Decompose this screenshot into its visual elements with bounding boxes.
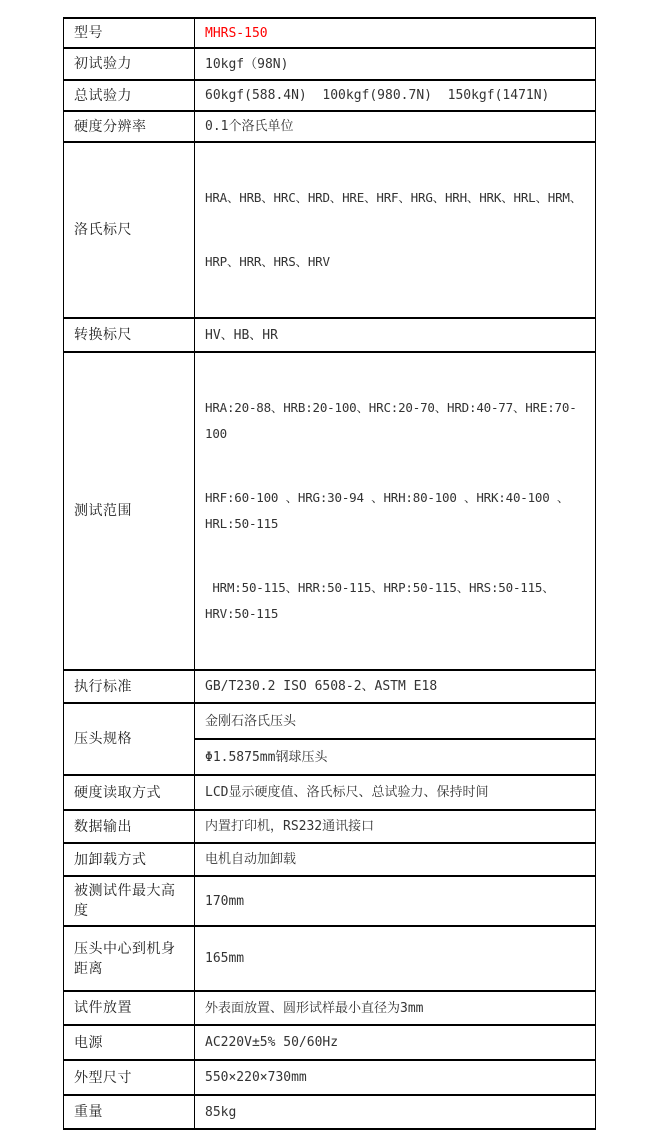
table-row-data-output — [64, 810, 596, 843]
conversion-scales-label: 转换标尺 — [64, 318, 195, 352]
specimen-placement-label: 试件放置 — [64, 991, 195, 1025]
conversion-scales-value: HV、HB、HR — [195, 318, 596, 352]
rockwell-scales-label: 洛氏标尺 — [64, 142, 195, 318]
standards-value: GB/T230.2 ISO 6508-2、ASTM E18 — [195, 670, 596, 703]
indenter-spec-label: 压头规格 — [64, 703, 195, 775]
dimensions-label: 外型尺寸 — [64, 1060, 195, 1095]
table-row-loading-method — [64, 843, 596, 876]
table-row-max-specimen-height — [64, 876, 596, 926]
model-label: 型号 — [64, 18, 195, 48]
specimen-placement-value: 外表面放置、圆形试样最小直径为3mm — [195, 991, 596, 1025]
indenter-spec-diamond-value: 金刚石洛氏压头 — [195, 703, 596, 739]
table-row-initial-test-force — [64, 48, 596, 80]
table-row-standards — [64, 670, 596, 703]
data-output-value: 内置打印机，RS232通讯接口 — [195, 810, 596, 843]
total-test-force-value: 60kgf(588.4N) 100kgf(980.7N) 150kgf(1471N) — [195, 80, 596, 111]
table-row-indenter-center-distance — [64, 926, 596, 991]
hardness-reading-label: 硬度读取方式 — [64, 775, 195, 810]
model-value: MHRS-150 — [195, 18, 596, 48]
table-row-indenter-spec-1 — [64, 703, 596, 739]
indenter-center-distance-label: 压头中心到机身距离 — [64, 926, 195, 991]
table-row-model — [64, 18, 596, 48]
table-row-conversion-scales — [64, 318, 596, 352]
table-row-hardness-resolution — [64, 111, 596, 142]
power-supply-value: AC220V±5% 50/60Hz — [195, 1025, 596, 1060]
test-range-line-1: HRA:20-88、HRB:20-100、HRC:20-70、HRD:40-77、HRE:70-100 — [205, 400, 577, 441]
table-row-rockwell-scales — [64, 142, 596, 318]
test-range-value — [195, 352, 596, 670]
rockwell-scales-line-1: HRA、HRB、HRC、HRD、HRE、HRF、HRG、HRH、HRK、HRL、HRM、 — [205, 190, 583, 205]
max-specimen-height-label: 被测试件最大高度 — [64, 876, 195, 926]
hardness-resolution-label: 硬度分辨率 — [64, 111, 195, 142]
table-row-test-range — [64, 352, 596, 670]
total-test-force-label: 总试验力 — [64, 80, 195, 111]
test-range-line-2: HRF:60-100 、HRG:30-94 、HRH:80-100 、HRK:40-100 、HRL:50-115 — [205, 490, 570, 531]
spec-table — [63, 17, 596, 1130]
power-supply-label: 电源 — [64, 1025, 195, 1060]
standards-label: 执行标准 — [64, 670, 195, 703]
rockwell-scales-value — [195, 142, 596, 318]
initial-test-force-value: 10kgf（98N) — [195, 48, 596, 80]
table-row-dimensions — [64, 1060, 596, 1095]
indenter-center-distance-value: 165mm — [195, 926, 596, 991]
table-row-specimen-placement — [64, 991, 596, 1025]
loading-method-label: 加卸载方式 — [64, 843, 195, 876]
hardness-reading-value: LCD显示硬度值、洛氏标尺、总试验力、保持时间 — [195, 775, 596, 810]
test-range-label: 测试范围 — [64, 352, 195, 670]
loading-method-value: 电机自动加卸载 — [195, 843, 596, 876]
rockwell-scales-line-2: HRP、HRR、HRS、HRV — [205, 254, 330, 269]
table-row-weight — [64, 1095, 596, 1129]
dimensions-value: 550×220×730mm — [195, 1060, 596, 1095]
hardness-resolution-value: 0.1个洛氏单位 — [195, 111, 596, 142]
table-row-hardness-reading — [64, 775, 596, 810]
weight-value: 85kg — [195, 1095, 596, 1129]
max-specimen-height-value: 170mm — [195, 876, 596, 926]
data-output-label: 数据输出 — [64, 810, 195, 843]
table-row-total-test-force — [64, 80, 596, 111]
weight-label: 重量 — [64, 1095, 195, 1129]
table-row-power-supply — [64, 1025, 596, 1060]
test-range-line-3: HRM:50-115、HRR:50-115、HRP:50-115、HRS:50-115、HRV:50-115 — [205, 580, 555, 621]
initial-test-force-label: 初试验力 — [64, 48, 195, 80]
indenter-spec-ball-value: Φ1.5875mm钢球压头 — [195, 739, 596, 775]
